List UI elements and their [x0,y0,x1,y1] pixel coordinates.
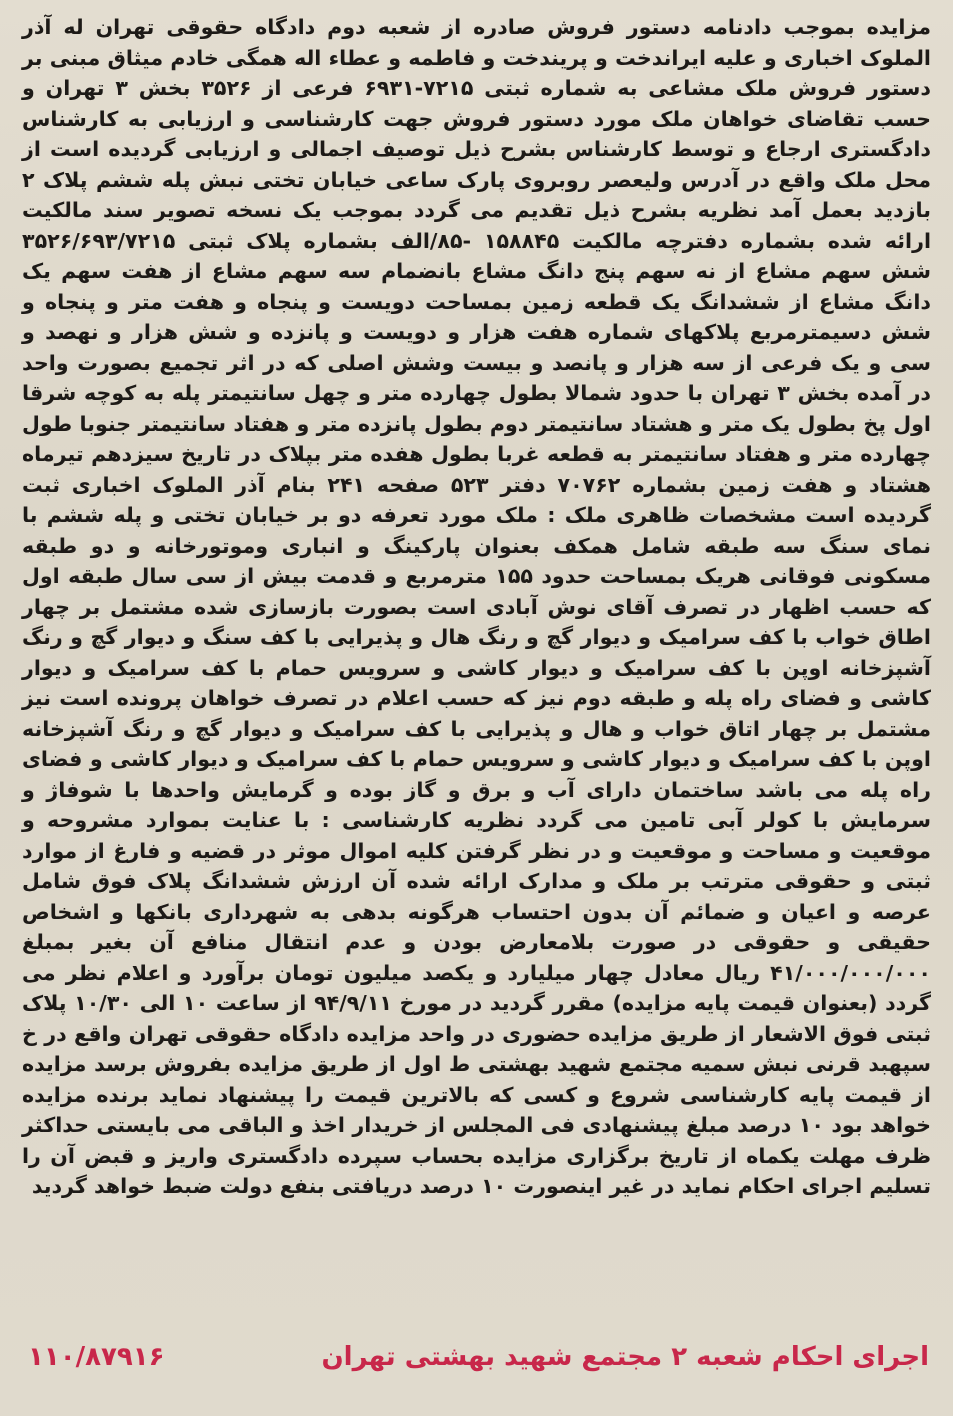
auction-notice-body: مزایده بموجب دادنامه دستور فروش صادره از شعبه دوم دادگاه حقوقی تهران له آذر الملوک اخباری و علیه ایراندخت و پریندخت و فاطمه و عطاء اله همگی خادم میثاق مبنی بر دستور فروش ملک مشاعی به شماره ثبتی ۷۲۱۵-۶۹۳۱ فرعی از ۳۵۲۶ بخش ۳ تهران و حسب تقاضای خواهان ملک مورد دستور فروش جهت کارشناسی و ارزیابی به کارشناس دادگستری ارجاع و توسط کارشناس بشرح ذیل توصیف اجمالی و ارزیابی گردیده است از محل ملک واقع در آدرس ولیعصر روبروی پارک ساعی خیابان تختی نبش پله ششم پلاک ۲ بازدید بعمل آمد نظریه بشرح ذیل تقدیم می گردد بموجب یک نسخه تصویر سند مالکیت ارائه شده بشماره دفترچه مالکیت ۱۵۸۸۴۵ -۸۵/الف بشماره پلاک ثبتی ۳۵۲۶/۶۹۳/۷۲۱۵ شش سهم مشاع از نه سهم پنج دانگ مشاع بانضمام سه سهم مشاع از هفت سهم یک دانگ مشاع از ششدانگ یک قطعه زمین بمساحت دویست و پنجاه و هفت متر و پنجاه و شش دسیمترمربع پلاکهای شماره هفت هزار و دویست و پانزده و شش هزار و نهصد و سی و یک فرعی از سه هزار و پانصد و بیست وشش اصلی که در اثر تجمیع بصورت واحد در آمده بخش ۳ تهران با حدود شمالا بطول چهارده متر و چهل سانتیمتر پله به کوچه شرقا اول پخ بطول یک متر و هشتاد سانتیمتر دوم بطول پانزده متر و هفتاد سانتیمتر جنوبا طول چهارده متر و هفتاد سانتیمتر به قطعه غربا بطول هفده متر بپلاک در تاریخ سیزدهم تیرماه هشتاد و هفت زمین بشماره ۷۰۷۶۲ دفتر ۵۲۳ صفحه ۲۴۱ بنام آذر الملوک اخباری ثبت گردیده است مشخصات ظاهری ملک : ملک مورد تعرفه دو بر خیابان تختی و پله ششم با نمای سنگ سه طبقه شامل همکف بعنوان پارکینگ و انباری وموتورخانه و دو طبقه مسکونی فوقانی هریک بمساحت حدود ۱۵۵ مترمربع و قدمت بیش از سی سال طبقه اول که حسب اظهار در تصرف آقای نوش آبادی است بصورت بازسازی شده مشتمل بر چهار اطاق خواب با کف سرامیک و دیوار گچ و رنگ هال و پذیرایی با کف سنگ و دیوار گچ و رنگ آشپزخانه اوپن با کف سرامیک و دیوار کاشی و سرویس حمام با کف سرامیک و دیوار کاشی و فضای راه پله و طبقه دوم نیز که حسب اعلام در تصرف خواهان پرونده است نیز مشتمل بر چهار اتاق خواب و هال و پذیرایی با کف سرامیک و دیوار گچ و رنگ آشپزخانه اوپن با کف سرامیک و دیوار کاشی و سرویس حمام با کف سرامیک و دیوار کاشی و فضای راه پله می باشد ساختمان دارای آب و برق و گاز بوده و گرمایش واحدها با شوفاژ و سرمایش با کولر آبی تامین می گردد نظریه کارشناسی : با عنایت بموارد مشروحه و موقعیت و مساحت و موقعیت و در نظر گرفتن کلیه اموال موثر در قضیه و فارغ از موارد ثبتی و حقوقی مترتب بر ملک و مدارک ارائه شده آن ارزش ششدانگ پلاک فوق شامل عرصه و اعیان و ضمائم آن بدون احتساب هرگونه بدهی به شهرداری بانکها و اشخاص حقیقی و حقوقی در صورت بلامعارض بودن و عدم انتقال منافع آن بغیر بمبلغ ۴۱/۰۰۰/۰۰۰/۰۰۰ ریال معادل چهار میلیارد و یکصد میلیون تومان برآورد و اعلام نظر می گردد (بعنوان قیمت پایه مزایده) مقرر گردید در مورخ ۹۴/۹/۱۱ از ساعت ۱۰ الی ۱۰/۳۰ پلاک ثبتی فوق الاشعار از طریق مزایده حضوری در واحد مزایده دادگاه حقوقی تهران واقع در خ سپهبد قرنی نبش سمیه مجتمع شهید بهشتی ط اول از طریق مزایده بفروش برسد مزایده از قیمت پایه کارشناسی شروع و کسی که بالاترین قیمت را پیشنهاد نماید برنده مزایده خواهد بود ۱۰ درصد مبلغ پیشنهادی فی المجلس از خریدار اخذ و الباقی می بایستی حداکثر ظرف مهلت یکماه از تاریخ برگزاری مزایده بحساب سپرده دادگستری واریز و قبض آن را تسلیم اجرای احکام نماید در غیر اینصورت ۱۰ درصد دریافتی بنفع دولت ضبط خواهد گردید [22,15,932,1198]
issuing-organization: اجرای احکام شعبه ۲ مجتمع شهید بهشتی تهران [321,1342,929,1372]
notice-code: ۱۱۰/۸۷۹۱۶ [28,1342,165,1372]
notice-footer [28,1337,929,1377]
